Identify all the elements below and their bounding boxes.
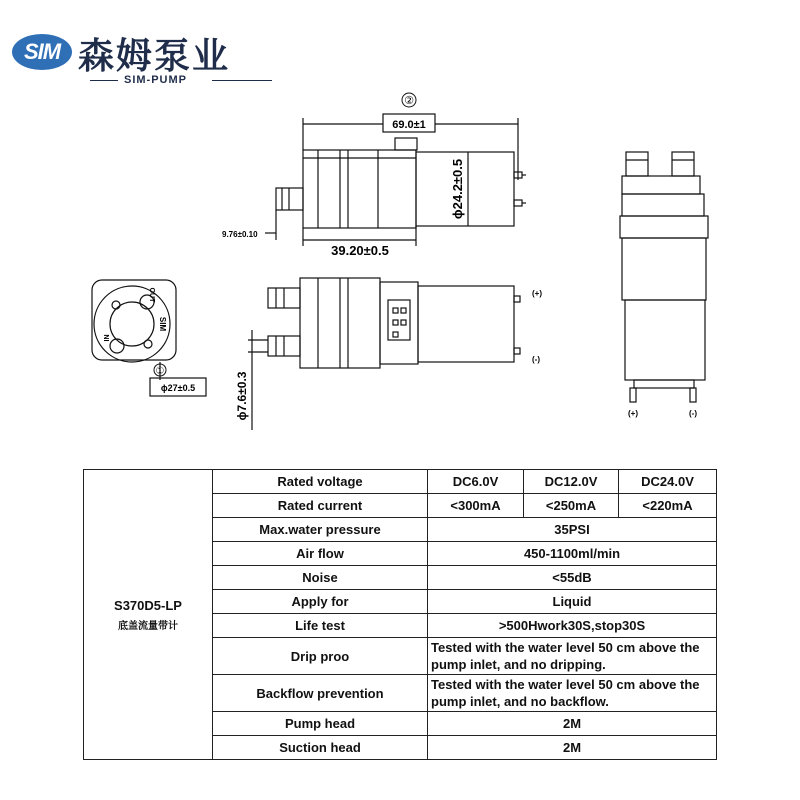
table-row xyxy=(84,470,717,494)
brand-logo xyxy=(12,28,282,88)
spec-label: Rated current xyxy=(213,494,428,518)
pump-technical-drawing xyxy=(0,90,800,460)
spec-value: 2M xyxy=(428,736,717,760)
callout-1: ① xyxy=(155,366,165,377)
spec-value: <250mA xyxy=(524,494,619,518)
spec-value: DC12.0V xyxy=(524,470,619,494)
spec-label: Life test xyxy=(213,614,428,638)
spec-value: 450-1100ml/min xyxy=(428,542,717,566)
spec-value: 2M xyxy=(428,712,717,736)
dim-diameter: ϕ24.2±0.5 xyxy=(450,158,465,220)
spec-label: Pump head xyxy=(213,712,428,736)
spec-value: <220mA xyxy=(619,494,717,518)
dim-body: 39.20±0.5 xyxy=(331,243,389,258)
spec-value: <300mA xyxy=(428,494,524,518)
spec-value: <55dB xyxy=(428,566,717,590)
base-port-in: IN xyxy=(104,334,111,342)
base-brand-mark: SIM xyxy=(158,316,167,332)
side-negative-terminal: (-) xyxy=(689,409,697,418)
spec-label: Rated voltage xyxy=(213,470,428,494)
spec-value: Liquid xyxy=(428,590,717,614)
spec-value: Tested with the water level 50 cm above the pump inlet, and no dripping. xyxy=(428,638,717,675)
spec-value: DC6.0V xyxy=(428,470,524,494)
side-positive-terminal: (+) xyxy=(628,409,638,418)
brand-english-name: SIM-PUMP xyxy=(124,74,187,86)
spec-label: Suction head xyxy=(213,736,428,760)
spec-label: Drip proo xyxy=(213,638,428,675)
spec-value: >500Hwork30S,stop30S xyxy=(428,614,717,638)
dim-port: 9.76±0.10 xyxy=(222,230,258,239)
spec-label: Apply for xyxy=(213,590,428,614)
logo-rule-right xyxy=(212,80,272,81)
logo-badge: SIM xyxy=(12,34,72,70)
logo-rule-left xyxy=(90,80,118,81)
spec-value: Tested with the water level 50 cm above the pump inlet, and no backflow. xyxy=(428,675,717,712)
model-name: S370D5-LP xyxy=(114,597,182,613)
dim-length: 69.0±1 xyxy=(392,119,426,131)
dim-base: ϕ27±0.5 xyxy=(160,383,196,393)
spec-value: 35PSI xyxy=(428,518,717,542)
model-subtitle: 底盖流量带计 xyxy=(118,620,178,632)
spec-label: Air flow xyxy=(213,542,428,566)
spec-value: DC24.0V xyxy=(619,470,717,494)
base-port-out: OUT xyxy=(148,287,155,303)
front-positive-terminal: (+) xyxy=(532,289,542,298)
spec-label: Backflow prevention xyxy=(213,675,428,712)
dim-spacing: ϕ7.6±0.3 xyxy=(235,371,249,421)
callout-2: ② xyxy=(404,94,414,107)
spec-label: Noise xyxy=(213,566,428,590)
model-cell xyxy=(84,470,213,760)
front-negative-terminal: (-) xyxy=(532,355,540,364)
brand-chinese-name: 森姆泵业 xyxy=(78,36,231,77)
spec-label: Max.water pressure xyxy=(213,518,428,542)
spec-table xyxy=(83,469,717,760)
